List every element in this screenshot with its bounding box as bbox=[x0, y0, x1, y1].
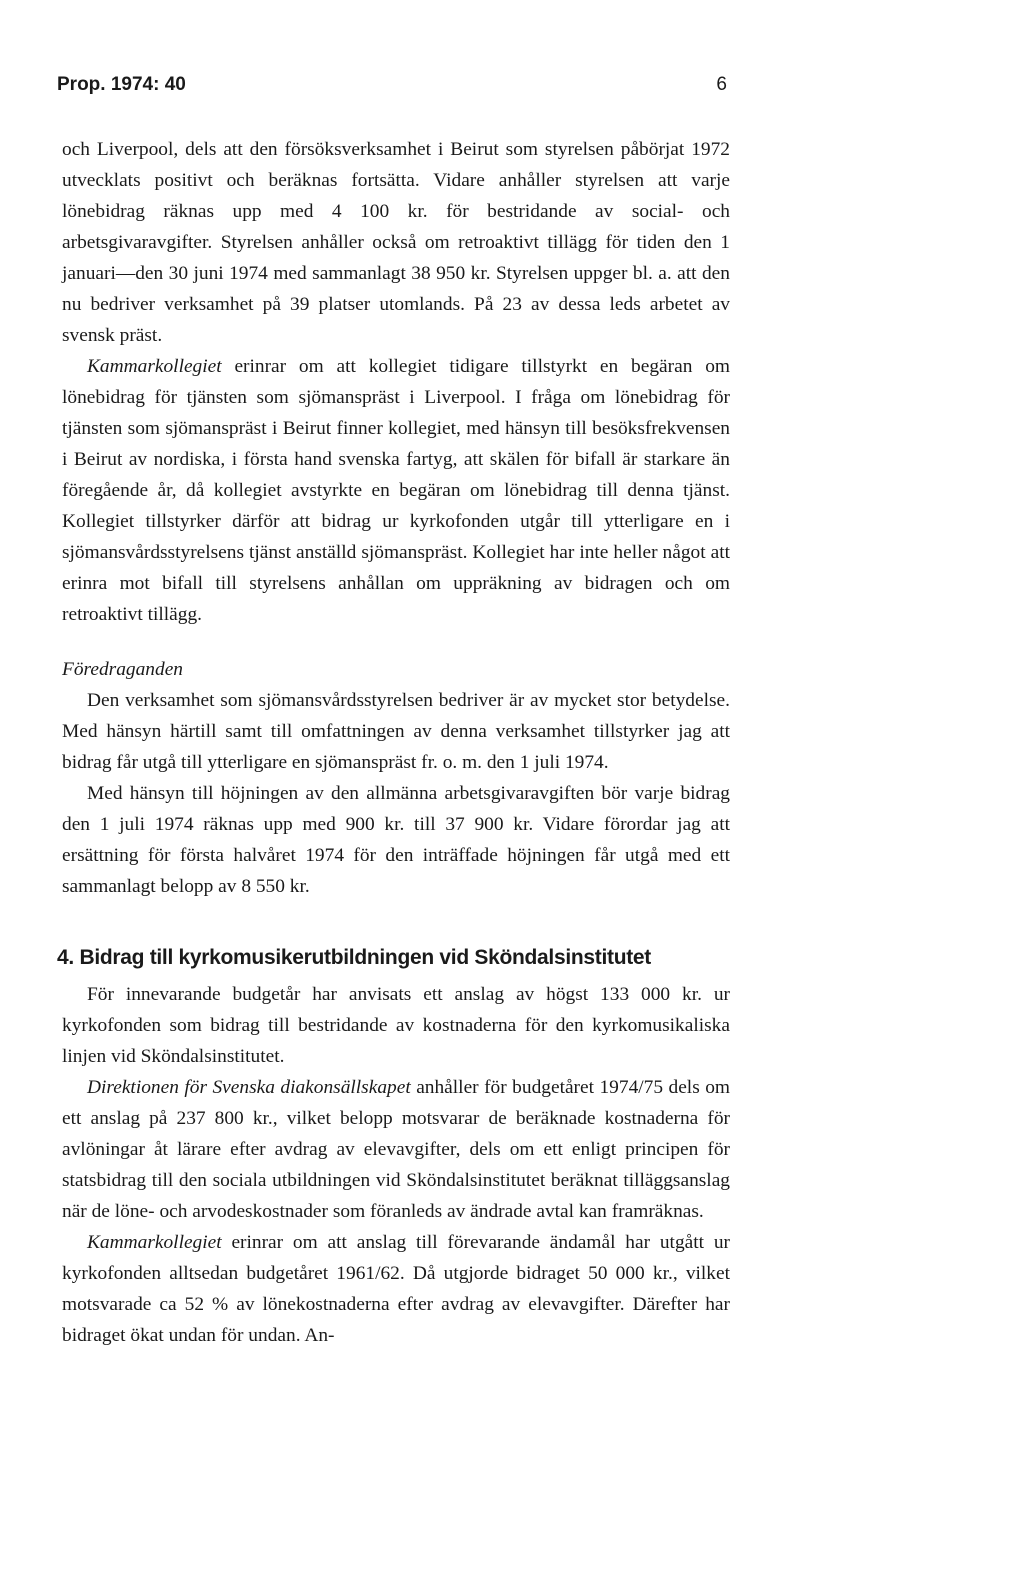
paragraph-1: och Liverpool, dels att den försöksverksamhet i Beirut som styrelsen påbörjat 1972 utvecklats positivt och beräknas fortsätta. Vidare anhåller styrelsen att varje lönebidrag räknas upp med 4 100 kr. för bestridande av social- och arbetsgivaravgifter. Styrelsen anhåller också om retroaktivt tillägg för tiden den 1 januari—den 30 juni 1974 med sammanlagt 38 950 kr. Styrelsen uppger bl. a. att den nu bedriver verksamhet på 39 platser utomlands. På 23 av dessa leds arbetet av svensk präst. bbox=[62, 139, 730, 346]
paragraph-2-text: erinrar om att kollegiet tidigare tillstyrkt en begäran om lönebidrag för tjänsten som sjömanspräst i Liverpool. I fråga om lönebidrag för tjänsten som sjömanspräst i Beirut finner kollegiet, med hänsyn till besöksfrekvensen i Beirut av nordiska, i första hand svenska fartyg, att skälen för bifall är starkare än föregående år, då kollegiet avstyrkte en begäran om lönebidrag till denna tjänst. Kollegiet tillstyrker därför att bidrag ur kyrkofonden utgår till ytterligare en i sjömansvårdsstyrelsens tjänst anställd sjömanspräst. Kollegiet har inte heller något att erinra mot bifall till styrelsens anhållan om uppräkning av bidragen och om retroaktivt tillägg. bbox=[62, 356, 730, 625]
page-header bbox=[57, 74, 727, 104]
paragraph-2 bbox=[62, 351, 730, 630]
paragraph-4: Med hänsyn till höjningen av den allmänna arbetsgivaravgiften bör varje bidrag den 1 juli 1974 räknas upp med 900 kr. till 37 900 kr. Vidare förordar jag att ersättning för första halvåret 1974 för den inträffade höjningen får utgå med ett sammanlagt belopp av 8 550 kr. bbox=[62, 783, 730, 897]
document-body bbox=[57, 134, 730, 1351]
paragraph-5: För innevarande budgetår har anvisats ett anslag av högst 133 000 kr. ur kyrkofonden som bidrag till bestridande av kostnaderna för den kyrkomusikaliska linjen vid Sköndalsinstitutet. bbox=[62, 984, 730, 1067]
paragraph-3: Den verksamhet som sjömansvårdsstyrelsen bedriver är av mycket stor betydelse. Med hänsyn härtill samt till omfattningen av denna verksamhet tillstyrker jag att bidrag får utgå till ytterligare en sjömanspräst fr. o. m. den 1 juli 1974. bbox=[62, 690, 730, 773]
paragraph-6-lead: Direktionen för Svenska diakonsällskapet bbox=[87, 1077, 411, 1098]
document-title: Prop. 1974: 40 bbox=[57, 74, 186, 95]
paragraph-7 bbox=[62, 1227, 730, 1351]
section-heading: 4. Bidrag till kyrkomusikerutbildningen vid Sköndalsinstitutet bbox=[57, 946, 651, 969]
paragraph-7-text: erinrar om att anslag till förevarande ändamål har utgått ur kyrkofonden alltsedan budgetåret 1961/62. Då utgjorde bidraget 50 000 kr., vilket motsvarade ca 52 % av lönekostnaderna efter avdrag av elevavgifter. Därefter har bidraget ökat undan för undan. An- bbox=[62, 1232, 730, 1346]
paragraph-6-text: anhåller för budgetåret 1974/75 dels om ett anslag på 237 800 kr., vilket belopp motsvarar de beräknade kostnaderna för avlöningar åt lärare efter avdrag av elevavgifter, dels om ett enligt principen för statsbidrag till den sociala utbildningen vid Sköndalsinstitutet beräknat tilläggsanslag när de löne- och arvodeskostnader som föranleds av ändrade avtal kan framräknas. bbox=[62, 1077, 730, 1222]
page-number: 6 bbox=[716, 74, 727, 95]
paragraph-7-lead: Kammarkollegiet bbox=[87, 1232, 222, 1253]
paragraph-2-lead: Kammarkollegiet bbox=[87, 356, 222, 377]
subheading-foredraganden: Föredraganden bbox=[62, 659, 183, 680]
paragraph-6 bbox=[62, 1072, 730, 1227]
